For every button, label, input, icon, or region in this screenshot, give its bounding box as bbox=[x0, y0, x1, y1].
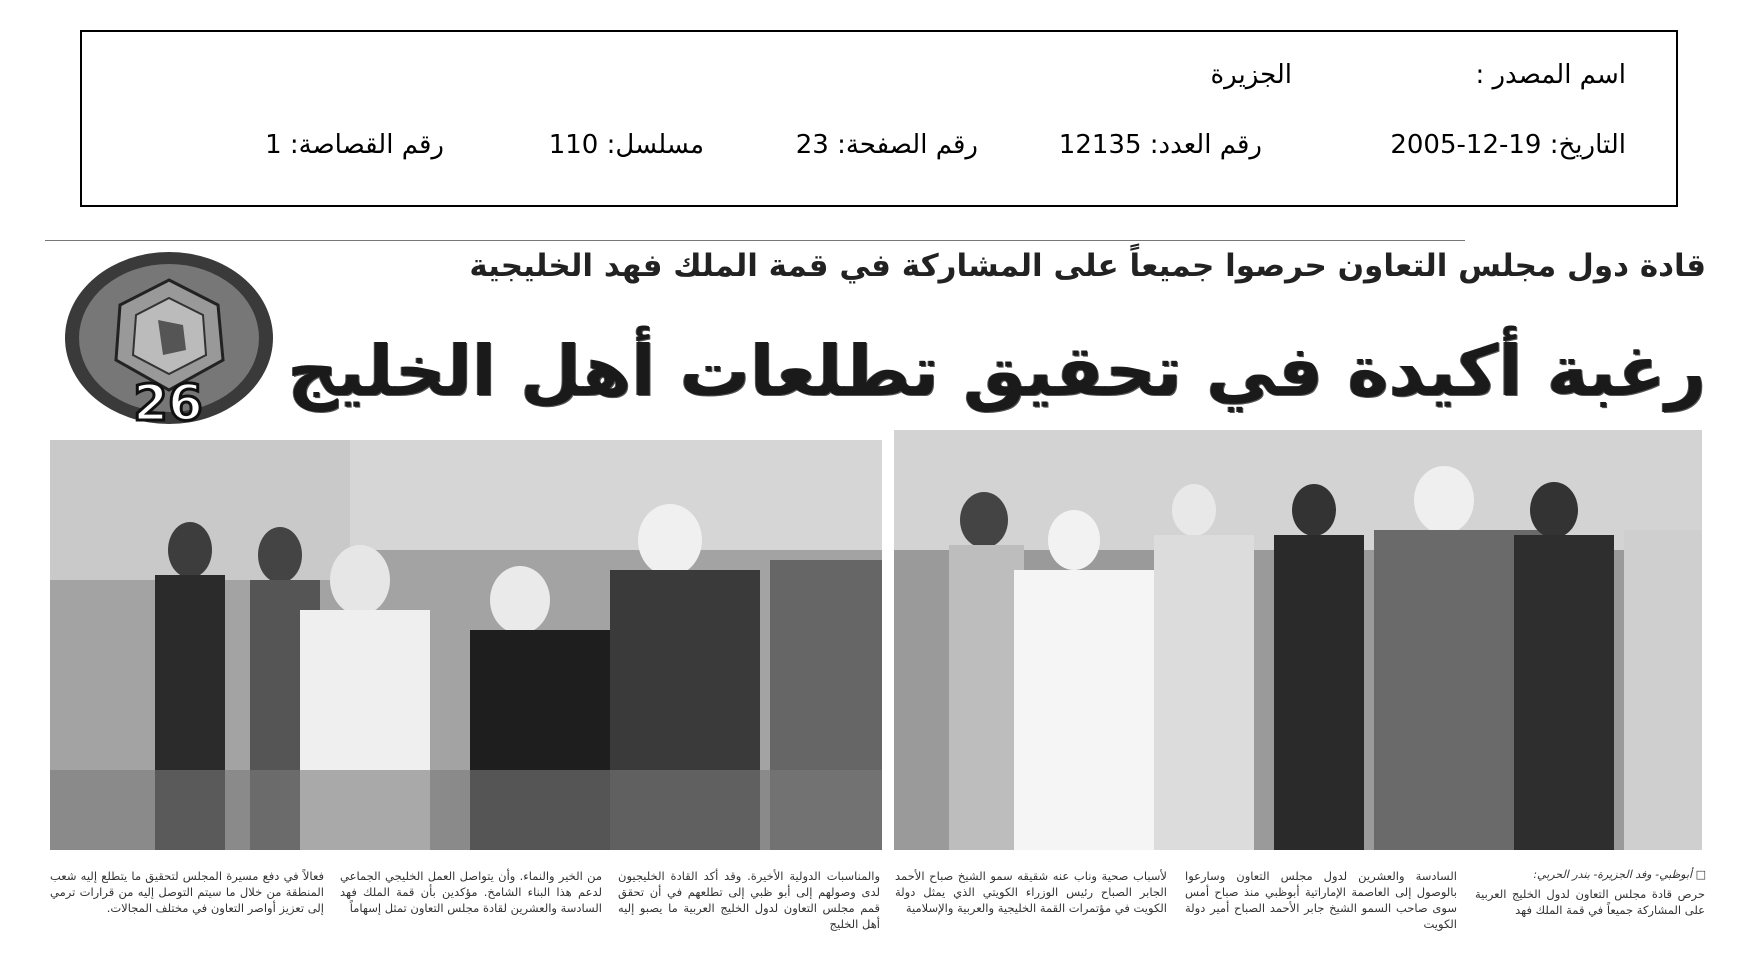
article-column-3: لأسباب صحية وناب عنه شقيقه سمو الشيخ صباح الأحمد الجابر الصباح رئيس الوزراء الكويتي الذي يمثل دولة الكويت في مؤتمرات القمة الخليجية والعربية والإسلامية bbox=[895, 869, 1167, 915]
article-column-6: فعالاً في دفع مسيرة المجلس لتحقيق ما يتطلع إليه شعب المنطقة من خلال ما سيتم التوصل إليه من قرارات ترمي إلى تعزيز أواصر التعاون في مختلف المجالات. bbox=[50, 869, 324, 915]
article-column-5: من الخير والنماء. وأن يتواصل العمل الخليجي الجماعي لدعم هذا البناء الشامخ. مؤكدين بأن قمة الملك فهد السادسة والعشرين لقادة مجلس التعاون تمثل إسهاماً bbox=[340, 869, 602, 915]
article-column-4: والمناسبات الدولية الأخيرة. وقد أكد القادة الخليجيون لدى وصولهم إلى أبو ظبي إلى تطلعهم في أن تحقق قمم مجلس التعاون لدول الخليج العربية ما يصبو إليه أهل الخليج bbox=[618, 869, 880, 931]
photo-leaders-left bbox=[50, 440, 882, 850]
article-column-1: حرص قادة مجلس التعاون لدول الخليج العربية على المشاركة جميعاً في قمة الملك فهد bbox=[1475, 887, 1705, 917]
article-kicker: قادة دول مجلس التعاون حرصوا جميعاً على المشاركة في قمة الملك فهد الخليجية bbox=[469, 248, 1706, 284]
serial-field: مسلسل: 110 bbox=[548, 130, 704, 160]
clip-top-rule bbox=[45, 240, 1465, 241]
photo-credit: □ أبوظبي- وفد الجزيرة- بندر الحربي: bbox=[1533, 868, 1706, 881]
issue-number-field: رقم العدد: 12135 bbox=[1058, 130, 1262, 160]
page-number-field: رقم الصفحة: 23 bbox=[795, 130, 978, 160]
source-value: الجزيرة bbox=[1210, 60, 1292, 90]
source-label: اسم المصدر : bbox=[1475, 60, 1626, 90]
article-headline: رغبة أكيدة في تحقيق تطلعات أهل الخليج bbox=[287, 330, 1706, 412]
photo-leaders-right bbox=[894, 430, 1702, 850]
summit-number-badge: 26 bbox=[133, 374, 203, 432]
clip-number-field: رقم القصاصة: 1 bbox=[265, 130, 444, 160]
article-column-2: السادسة والعشرين لدول مجلس التعاون وسارعوا بالوصول إلى العاصمة الإماراتية أبوظبي منذ صباح أمس سوى صاحب السمو الشيخ جابر الأحمد الصباح أمير دولة الكويت bbox=[1185, 869, 1457, 931]
clipping-info-box bbox=[80, 30, 1678, 207]
date-field: التاريخ: 19-12-2005 bbox=[1390, 130, 1626, 160]
